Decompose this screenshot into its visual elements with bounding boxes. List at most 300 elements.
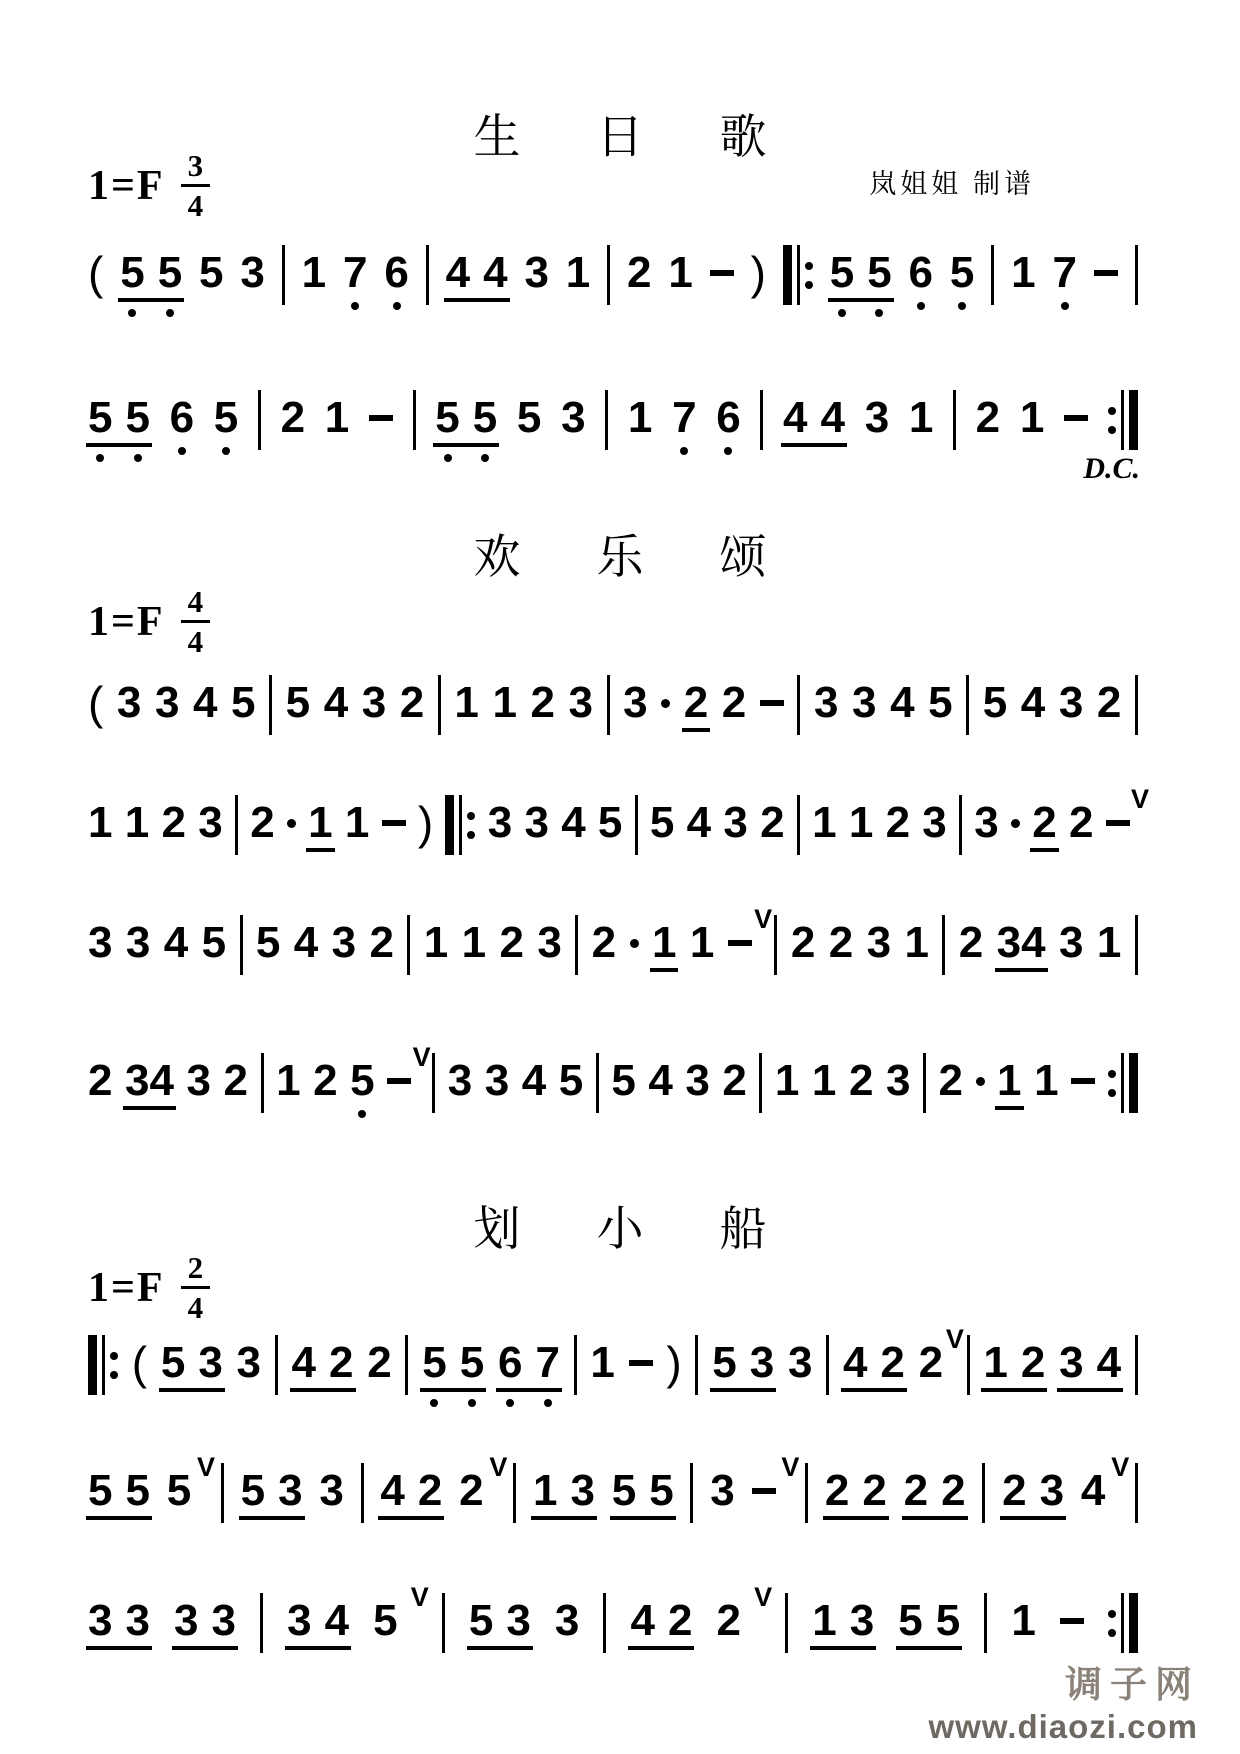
note <box>919 1340 943 1408</box>
note-digit: 2 <box>903 1466 929 1515</box>
music-line <box>88 1042 1138 1128</box>
note <box>530 680 554 748</box>
note <box>302 250 326 318</box>
note-digit: 5 <box>935 1596 961 1645</box>
note <box>886 1058 910 1126</box>
beam-group <box>612 1468 674 1536</box>
note <box>909 250 933 318</box>
note <box>308 800 332 868</box>
music-line <box>88 395 1138 465</box>
note <box>672 395 696 463</box>
note <box>1059 680 1083 748</box>
beam-group <box>241 1468 303 1536</box>
note <box>717 1598 741 1666</box>
note-digit: 5 <box>712 1338 737 1387</box>
octave-dot-icon <box>166 309 174 317</box>
note-digit: 4 <box>483 248 508 297</box>
note-digit: 1 <box>308 798 333 847</box>
note <box>750 1340 774 1408</box>
note-digit: 1 <box>651 918 677 967</box>
note-digit: 6 <box>497 1338 523 1387</box>
barline <box>426 245 429 305</box>
thick-bar <box>1129 1053 1138 1113</box>
note-digit: 2 <box>223 1056 248 1105</box>
note-digit: 5 <box>120 248 145 297</box>
note-digit: 1 <box>1096 918 1122 967</box>
breath-mark-icon: V <box>410 1582 429 1612</box>
note <box>570 1468 594 1536</box>
note <box>561 800 585 868</box>
barline <box>596 1053 599 1113</box>
key-signature <box>88 1252 210 1323</box>
barline <box>240 915 243 975</box>
repeat-dot <box>1108 1089 1116 1097</box>
note-digit: 2 <box>880 1338 905 1387</box>
note <box>400 680 424 748</box>
note <box>1097 1340 1121 1408</box>
note-digit: 1 <box>1011 248 1036 297</box>
open-paren: ( <box>88 677 104 729</box>
beam-group <box>783 395 845 463</box>
note-digit: 2 <box>683 678 709 727</box>
note-digit: 4 <box>820 393 846 442</box>
note <box>498 1340 522 1408</box>
note <box>1097 920 1121 988</box>
note <box>791 920 815 988</box>
credit: 岚姐姐 制谱 <box>869 169 1035 199</box>
note-digit: 1 <box>88 798 113 847</box>
beam-group <box>843 1340 905 1408</box>
note <box>997 920 1046 988</box>
note <box>462 920 486 988</box>
barline <box>1135 915 1138 975</box>
duration-dash <box>728 940 752 946</box>
note <box>473 395 497 463</box>
beam-group <box>1002 1468 1064 1536</box>
note-digit: 3 <box>723 798 748 847</box>
note-digit: 2 <box>369 918 394 967</box>
note <box>690 920 714 988</box>
note <box>812 1058 836 1126</box>
note-digit: 34 <box>125 1056 174 1105</box>
note-digit: 4 <box>648 1056 673 1105</box>
note-digit: 3 <box>484 1056 510 1105</box>
note <box>716 395 740 463</box>
repeat-dot <box>467 831 475 839</box>
note-digit: 1 <box>904 918 929 967</box>
note-digit: 1 <box>492 678 517 727</box>
note <box>775 1058 799 1126</box>
note-digit: 5 <box>88 1466 113 1515</box>
note <box>1059 920 1083 988</box>
note <box>849 800 873 868</box>
note <box>448 1058 472 1126</box>
augmentation-dot-icon <box>661 699 670 708</box>
octave-dot-icon <box>351 302 359 310</box>
note <box>722 1058 746 1126</box>
note-digit: 2 <box>760 798 785 847</box>
note <box>1034 1058 1058 1126</box>
note-digit: 2 <box>329 1338 354 1387</box>
note-digit: 4 <box>1096 1338 1122 1387</box>
note-digit: 1 <box>454 678 479 727</box>
note <box>460 1340 484 1408</box>
note-digit: 5 <box>125 393 150 442</box>
note-digit: 5 <box>240 1466 266 1515</box>
key-signature <box>88 586 210 657</box>
note-digit: 3 <box>174 1596 199 1645</box>
note-digit: 5 <box>468 1596 494 1645</box>
note-digit: 5 <box>611 1466 637 1515</box>
note <box>424 920 448 988</box>
note <box>997 1058 1021 1126</box>
note-digit: 2 <box>499 918 525 967</box>
note <box>483 250 507 318</box>
note <box>974 800 998 868</box>
note-digit: 2 <box>862 1466 887 1515</box>
octave-dot-icon <box>358 1110 366 1118</box>
note-digit: 5 <box>88 393 113 442</box>
note <box>1069 800 1093 868</box>
note <box>905 920 929 988</box>
note-digit: 2 <box>250 798 275 847</box>
note <box>292 1340 316 1408</box>
duration-dash <box>752 1488 776 1494</box>
note <box>783 395 807 463</box>
note <box>612 1468 636 1536</box>
note <box>814 680 838 748</box>
note <box>384 250 408 318</box>
note <box>187 1058 211 1126</box>
note-digit: 4 <box>686 798 712 847</box>
repeat-dot <box>1108 1629 1116 1637</box>
note-digit: 4 <box>445 248 471 297</box>
barline <box>953 390 956 450</box>
note-digit: 6 <box>716 393 741 442</box>
breath-mark-icon: V <box>412 1042 431 1072</box>
note-digit: 3 <box>537 918 562 967</box>
song-title: 划小船 <box>473 1202 843 1255</box>
barline <box>760 390 763 450</box>
note <box>380 1468 404 1536</box>
thin-bar <box>102 1335 105 1395</box>
note-digit: 2 <box>1002 1466 1027 1515</box>
note-digit: 3 <box>866 918 892 967</box>
barline <box>260 1593 263 1653</box>
note-digit: 3 <box>319 1466 344 1515</box>
note <box>611 1058 635 1126</box>
octave-dot-icon <box>222 447 230 455</box>
note <box>237 1340 261 1408</box>
duration-dash <box>1064 415 1088 421</box>
beam-group <box>469 1598 531 1666</box>
note-digit: 3 <box>885 1056 911 1105</box>
note <box>170 395 194 463</box>
note <box>212 1598 236 1666</box>
repeat-dots-icon <box>1108 1053 1116 1113</box>
note-digit: 2 <box>313 1056 338 1105</box>
note-digit: 5 <box>949 248 975 297</box>
note <box>214 395 238 463</box>
note <box>250 800 274 868</box>
note-digit: 3 <box>125 918 151 967</box>
barline <box>432 1053 435 1113</box>
note <box>231 680 255 748</box>
note-digit: 3 <box>561 393 586 442</box>
beam-group <box>533 1468 595 1536</box>
note <box>649 1468 673 1536</box>
barline <box>826 1335 829 1395</box>
note-digit: 1 <box>812 1596 837 1645</box>
note <box>928 680 952 748</box>
note <box>561 395 585 463</box>
note <box>825 1468 849 1536</box>
note-digit: 4 <box>842 1338 868 1387</box>
note <box>120 250 144 318</box>
note <box>627 250 651 318</box>
note <box>812 1598 836 1666</box>
thick-bar <box>445 795 454 855</box>
note <box>559 1058 583 1126</box>
note <box>1059 1340 1083 1408</box>
note-digit: 2 <box>848 1056 874 1105</box>
repeat-dots-icon <box>467 795 475 855</box>
repeat-dot <box>805 281 813 289</box>
note-digit: 3 <box>787 1338 813 1387</box>
barline <box>1135 1335 1138 1395</box>
note <box>1021 1340 1045 1408</box>
note <box>687 800 711 868</box>
octave-dot-icon <box>1061 302 1069 310</box>
note-digit: 3 <box>240 248 265 297</box>
thick-bar <box>1129 390 1138 450</box>
note <box>628 395 652 463</box>
note-digit: 4 <box>293 918 319 967</box>
note-digit: 3 <box>88 918 113 967</box>
note <box>240 250 264 318</box>
note-digit: 3 <box>186 1056 211 1105</box>
note <box>422 1340 446 1408</box>
note <box>983 1340 1007 1408</box>
barline <box>607 675 610 735</box>
note-digit: 3 <box>570 1466 595 1515</box>
note-digit: 2 <box>722 1056 747 1105</box>
note-digit: 2 <box>975 393 1001 442</box>
note <box>590 1340 614 1408</box>
note-digit: 4 <box>521 1056 547 1105</box>
note <box>125 800 149 868</box>
beam-group <box>435 395 497 463</box>
note <box>88 800 112 868</box>
note <box>329 1340 353 1408</box>
octave-dot-icon <box>430 1399 438 1407</box>
note <box>684 680 708 748</box>
note <box>199 250 223 318</box>
thick-bar <box>783 245 792 305</box>
song-title: 欢乐颂 <box>473 530 843 583</box>
key-base: 1=F <box>88 162 165 209</box>
barline <box>785 1593 788 1653</box>
note-digit: 3 <box>1059 1338 1084 1387</box>
note-digit: 1 <box>423 918 449 967</box>
note <box>1020 395 1044 463</box>
note-digit: 3 <box>922 798 947 847</box>
thin-bar <box>1121 390 1124 450</box>
note <box>167 1468 191 1536</box>
repeat-dot <box>1108 407 1116 415</box>
note-digit: 5 <box>829 248 855 297</box>
note <box>198 800 222 868</box>
note-digit: 2 <box>1096 678 1122 727</box>
repeat-begin-barline <box>445 795 475 855</box>
octave-dot-icon <box>393 302 401 310</box>
music-line <box>88 247 1138 320</box>
music-line <box>88 904 1138 990</box>
note-digit: 3 <box>236 1338 262 1387</box>
note-digit: 5 <box>867 248 892 297</box>
note-digit: 2 <box>958 918 984 967</box>
note-digit: 2 <box>459 1466 484 1515</box>
thick-bar <box>88 1335 97 1395</box>
barline <box>959 795 962 855</box>
barline <box>221 1463 224 1523</box>
note-digit: 1 <box>668 248 693 297</box>
time-signature-denominator: 4 <box>187 188 204 223</box>
octave-dot-icon <box>444 454 452 462</box>
note <box>555 1598 579 1666</box>
octave-dot-icon <box>724 447 732 455</box>
note <box>294 920 318 988</box>
time-signature-numerator: 4 <box>181 586 211 623</box>
note-digit: 3 <box>685 1056 710 1105</box>
note <box>812 800 836 868</box>
note-digit: 2 <box>721 678 747 727</box>
note-digit: 5 <box>160 1338 186 1387</box>
note-digit: 2 <box>938 1056 963 1105</box>
note <box>367 1340 391 1408</box>
barline <box>982 1463 985 1523</box>
note-digit: 4 <box>324 1596 350 1645</box>
barline <box>967 1335 970 1395</box>
beam-group <box>498 1340 560 1408</box>
breath-mark-icon: V <box>945 1324 964 1354</box>
repeat-dot <box>1108 426 1116 434</box>
note <box>506 1598 530 1666</box>
note-digit: 2 <box>530 678 555 727</box>
repeat-dot <box>1108 1610 1116 1618</box>
repeat-dots-icon <box>110 1335 118 1395</box>
note-digit: 5 <box>472 393 498 442</box>
duration-dash <box>382 820 406 826</box>
barline <box>438 675 441 735</box>
repeat-end-barline <box>1108 1593 1138 1653</box>
note <box>566 250 590 318</box>
note-digit: 4 <box>783 393 808 442</box>
note <box>198 1340 222 1408</box>
note-digit: 2 <box>828 918 854 967</box>
note-digit: 3 <box>361 678 387 727</box>
note <box>904 1468 928 1536</box>
note-digit: 3 <box>154 678 180 727</box>
note-digit: 2 <box>667 1596 693 1645</box>
note <box>922 800 946 868</box>
barline <box>797 795 800 855</box>
note <box>939 1058 963 1126</box>
note-digit: 5 <box>213 393 239 442</box>
note <box>325 1598 349 1666</box>
note-digit: 1 <box>276 1056 301 1105</box>
octave-dot-icon <box>917 302 925 310</box>
note <box>788 1340 812 1408</box>
duration-dash <box>760 700 784 706</box>
time-signature-denominator: 4 <box>187 1290 204 1325</box>
note <box>125 1058 174 1126</box>
note-digit: 1 <box>532 1466 558 1515</box>
note-digit: 4 <box>561 798 586 847</box>
note-digit: 1 <box>848 798 874 847</box>
note-digit: 3 <box>447 1056 473 1105</box>
augmentation-dot-icon <box>630 939 639 948</box>
barline <box>603 1593 606 1653</box>
note-digit: 1 <box>908 393 934 442</box>
note-digit: 2 <box>591 918 617 967</box>
note-digit: 1 <box>997 1056 1022 1105</box>
octave-dot-icon <box>838 309 846 317</box>
note-digit: 5 <box>928 678 953 727</box>
barline <box>275 1335 278 1395</box>
note <box>88 920 112 988</box>
close-paren: ) <box>750 247 766 299</box>
note-digit: 4 <box>1020 678 1046 727</box>
barline <box>774 915 777 975</box>
note <box>976 395 1000 463</box>
note-digit: 3 <box>278 1466 303 1515</box>
key-base: 1=F <box>88 1264 165 1311</box>
note-digit: 3 <box>813 678 839 727</box>
note-digit: 5 <box>157 248 183 297</box>
note <box>319 1468 343 1536</box>
music-line <box>88 784 1149 870</box>
beam-group <box>712 1340 774 1408</box>
note <box>1081 1468 1105 1536</box>
note-digit: 2 <box>790 918 816 967</box>
note-digit: 4 <box>630 1596 655 1645</box>
note-digit: 3 <box>198 798 223 847</box>
watermark-url: www.diaozi.com <box>928 1708 1198 1745</box>
breath-mark-icon: V <box>754 904 773 934</box>
duration-dash <box>1094 270 1118 276</box>
note-digit: 3 <box>852 678 877 727</box>
note-digit: 3 <box>1039 1466 1065 1515</box>
note <box>224 1058 248 1126</box>
octave-dot-icon <box>958 302 966 310</box>
breath-mark-icon: V <box>197 1452 216 1482</box>
note <box>435 395 459 463</box>
beam-group <box>174 1598 236 1666</box>
note-digit: 2 <box>918 1338 944 1387</box>
note-digit: 1 <box>811 1056 837 1105</box>
barline <box>797 675 800 735</box>
barline <box>690 1463 693 1523</box>
note-digit: 2 <box>824 1466 850 1515</box>
note-digit: 5 <box>255 918 281 967</box>
breath-mark-icon: V <box>754 1582 773 1612</box>
note-digit: 4 <box>890 678 915 727</box>
beam-group <box>161 1340 223 1408</box>
repeat-end-barline <box>1108 390 1138 450</box>
duration-dash <box>629 1360 653 1366</box>
note <box>862 1468 886 1536</box>
